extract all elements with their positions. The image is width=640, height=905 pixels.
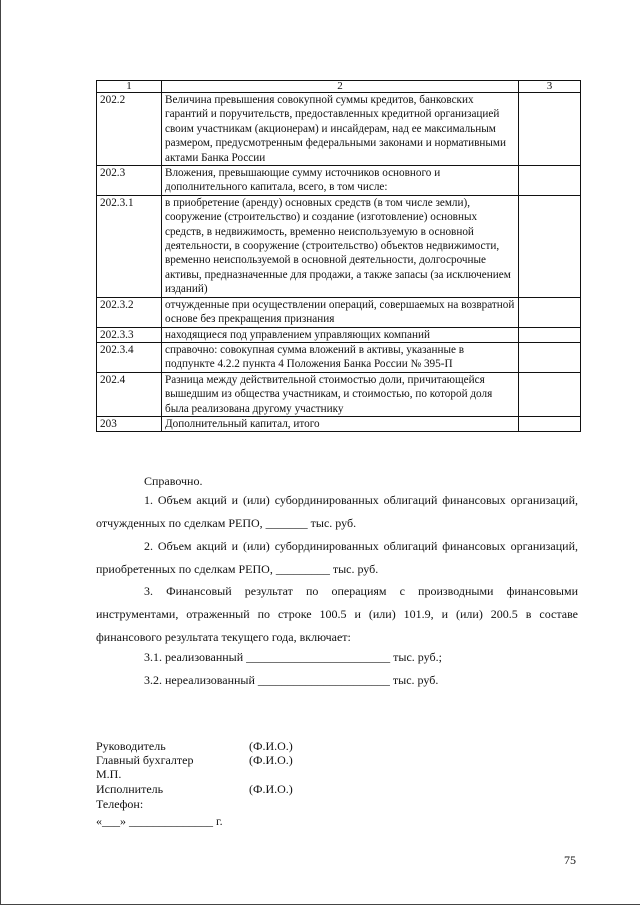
reference-item-2-text: 2. Объем акций и (или) субординированных облигаций финансовых организаций, приобретенных по сделкам РЕПО, _________ тыс. руб.	[96, 539, 578, 576]
reference-item-3	[96, 580, 578, 649]
table-row	[97, 297, 581, 327]
row-text: находящиеся под управлением управляющих компаний	[162, 327, 519, 342]
date-line: «___» ______________ г.	[96, 814, 223, 828]
head-fio: (Ф.И.О.)	[249, 739, 293, 753]
phone-label: Телефон:	[96, 797, 144, 811]
row-value	[519, 166, 581, 196]
row-value	[519, 342, 581, 372]
row-code: 202.3	[97, 166, 162, 196]
row-value	[519, 327, 581, 342]
reference-item-3-1: 3.1. реализованный ________________________ тыс. руб.;	[144, 650, 442, 664]
row-value	[519, 416, 581, 431]
row-code: 202.3.4	[97, 342, 162, 372]
row-value	[519, 195, 581, 297]
reference-item-3-text: 3. Финансовый результат по операциям с производными финансовыми инструментами, отраженный по строке 100.5 и (или) 101.9, и (или) 200.5 в составе финансового результата текущего года, включает:	[96, 584, 578, 644]
column-header: 2	[162, 81, 519, 93]
reference-item-1	[96, 489, 578, 535]
column-header: 1	[97, 81, 162, 93]
table-row	[97, 195, 581, 297]
table-row	[97, 372, 581, 416]
executor-label: Исполнитель	[96, 782, 164, 796]
row-text: Дополнительный капитал, итого	[162, 416, 519, 431]
reference-item-2	[96, 535, 578, 581]
row-text: Величина превышения совокупной суммы кредитов, банковских гарантий и поручительств, предоставленных кредитной организацией своим участникам (акционерам) и инсайдерам, над ее максимальным размером, предусмотренным федеральными законами и нормативными актами Банка России	[162, 93, 519, 166]
accountant-label: Главный бухгалтер	[96, 753, 194, 767]
row-value	[519, 372, 581, 416]
table-row	[97, 416, 581, 431]
column-header: 3	[519, 81, 581, 93]
row-value	[519, 93, 581, 166]
row-code: 202.4	[97, 372, 162, 416]
reference-item-3-2: 3.2. нереализованный ______________________ тыс. руб.	[144, 673, 439, 687]
row-code: 202.3.2	[97, 297, 162, 327]
table-header-row	[97, 81, 581, 93]
row-code: 202.3.1	[97, 195, 162, 297]
executor-fio: (Ф.И.О.)	[249, 782, 293, 796]
row-text: справочно: совокупная сумма вложений в активы, указанные в подпункте 4.2.2 пункта 4 Положения Банка России № 395-П	[162, 342, 519, 372]
accountant-fio: (Ф.И.О.)	[249, 753, 293, 767]
reference-title: Справочно.	[144, 474, 203, 488]
table-row	[97, 93, 581, 166]
capital-table	[96, 80, 581, 432]
row-text: в приобретение (аренду) основных средств (в том числе земли), сооружение (строительство) и создание (изготовление) основных средств, в недвижимость, временно неиспользуемую в основной деятельности, в сооружение (строительство) объектов недвижимости, временно неиспользуемой в основной деятельности, долгосрочные активы, предназначенные для продажи, а также запасы (за исключением изданий)	[162, 195, 519, 297]
row-code: 202.3.3	[97, 327, 162, 342]
row-code: 202.2	[97, 93, 162, 166]
seal-label: М.П.	[96, 767, 122, 781]
table-row	[97, 342, 581, 372]
row-text: отчужденные при осуществлении операций, совершаемых на возвратной основе без прекращения признания	[162, 297, 519, 327]
page-number: 75	[564, 853, 576, 867]
row-text: Разница между действительной стоимостью доли, причитающейся вышедшим из общества участникам, и стоимостью, по которой доля была реализована другому участнику	[162, 372, 519, 416]
table-row	[97, 166, 581, 196]
reference-item-1-text: 1. Объем акций и (или) субординированных облигаций финансовых организаций, отчужденных по сделкам РЕПО, _______ тыс. руб.	[96, 493, 578, 530]
head-label: Руководитель	[96, 739, 166, 753]
row-value	[519, 297, 581, 327]
row-text: Вложения, превышающие сумму источников основного и дополнительного капитала, всего, в том числе:	[162, 166, 519, 196]
table-row	[97, 327, 581, 342]
row-code: 203	[97, 416, 162, 431]
